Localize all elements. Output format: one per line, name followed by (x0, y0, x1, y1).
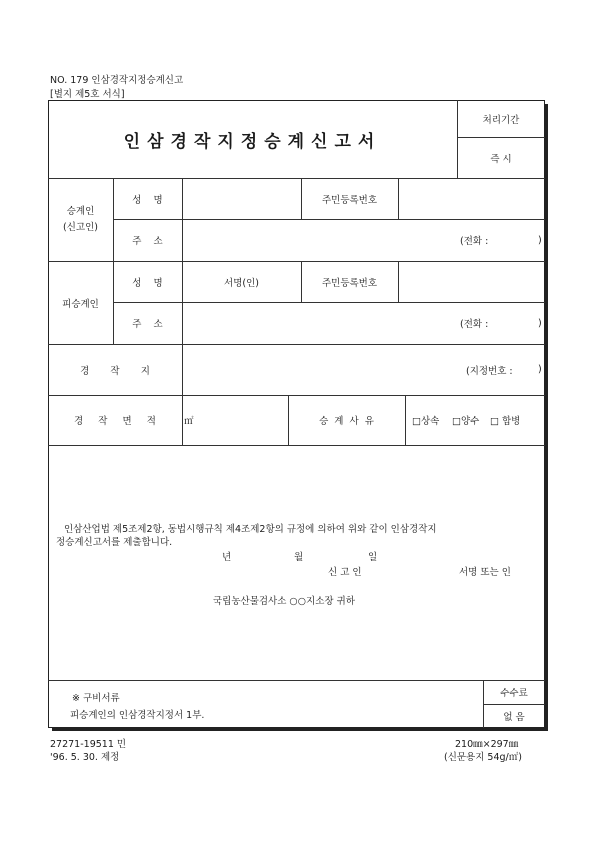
designation-number-close: ) (538, 364, 542, 375)
declaration-text-line1: 인삼산업법 제5조제2항, 동법시행규칙 제4조제2항의 규정에 의하여 위와 같이 인삼경작지 (64, 524, 437, 535)
transferee-resident-no-field[interactable] (402, 178, 542, 219)
date-year-label: 년 (222, 552, 232, 563)
area-unit: ㎡ (184, 416, 194, 427)
divider (48, 445, 545, 446)
declarant-label: 신 고 인 (328, 567, 362, 578)
transferee-name-label: 성 명 (132, 194, 163, 206)
transferee-address-field[interactable] (186, 219, 456, 261)
designation-number-label: (지정번호 : (466, 365, 513, 377)
reason-option-merger[interactable]: □ 합병 (490, 416, 521, 427)
transferee-address-label: 주 소 (132, 236, 163, 247)
declaration-text-line2: 정승계신고서를 제출합니다. (56, 537, 173, 548)
cultivation-site-label: 경 작 지 (80, 365, 150, 377)
date-day-label: 일 (368, 552, 378, 563)
divider (182, 178, 183, 445)
succession-reason-label: 승 계 사 유 (319, 416, 374, 427)
transferee-label: 승계인 (신고인) (63, 205, 98, 233)
cultivation-area-label: 경 작 면 적 (73, 416, 156, 427)
transferor-name-field[interactable]: 서명(인) (224, 277, 259, 289)
processing-period-label: 처리기간 (482, 114, 520, 126)
transferor-label: 피승계인 (62, 298, 99, 310)
transferee-resident-no-label: 주민등록번호 (321, 194, 378, 206)
date-month-label: 월 (294, 552, 304, 563)
fee-label: 수수료 (500, 688, 528, 699)
reason-option-inheritance[interactable]: □상속 (412, 416, 440, 427)
transferee-name-field[interactable] (186, 178, 298, 219)
processing-period-value: 즉 시 (490, 153, 512, 165)
transferor-resident-no-field[interactable] (402, 261, 542, 302)
transferee-phone-label: (전화 : (460, 236, 489, 247)
divider (48, 680, 545, 681)
form-title: 인삼경작지정승계신고서 (123, 131, 382, 152)
fee-value: 없 음 (503, 712, 525, 723)
transferor-address-field[interactable] (186, 302, 456, 344)
reason-option-transfer[interactable]: □양수 (452, 416, 480, 427)
footer-date: '96. 5. 30. 제정 (50, 752, 120, 763)
transferee-phone-close: ) (538, 234, 542, 246)
transferor-phone-close: ) (538, 317, 542, 329)
paper-type: (신문용지 54g/㎡) (444, 752, 522, 763)
transferor-resident-no-label: 주민등록번호 (321, 277, 378, 289)
cultivation-site-field[interactable] (186, 344, 456, 395)
recipient-line: 국립농산물검사소 ○○지소장 귀하 (213, 596, 355, 607)
attachment-label: [별지 제5호 서식] (50, 89, 125, 100)
signature-label: 서명 또는 인 (459, 567, 511, 578)
documents-label: ※ 구비서류 (72, 693, 120, 704)
frame-shadow-bottom (52, 728, 548, 731)
divider (405, 395, 406, 445)
divider (398, 261, 399, 302)
paper-size: 210㎜×297㎜ (455, 739, 519, 750)
footer-code: 27271-19511 민 (50, 739, 127, 750)
transferor-phone-label: (전화 : (460, 319, 489, 330)
form-number: NO. 179 인삼경작지정승계신고 (50, 75, 184, 86)
frame-shadow-right (545, 104, 548, 731)
transferor-address-label: 주 소 (132, 319, 163, 330)
documents-item: 피승계인의 인삼경작지정서 1부. (70, 710, 205, 721)
transferor-name-label: 성 명 (132, 277, 163, 289)
divider (398, 178, 399, 219)
cultivation-area-field[interactable] (200, 395, 284, 445)
